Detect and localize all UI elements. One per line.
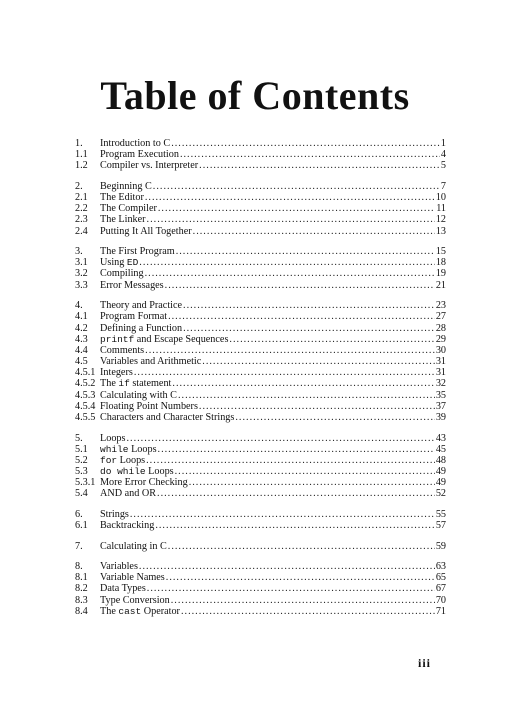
toc-entry-number: 3.2	[75, 268, 88, 280]
toc-entry-number: 8.2	[75, 583, 88, 595]
toc-entry-title	[100, 345, 144, 356]
toc-entry[interactable]	[75, 572, 446, 583]
toc-entry-title	[100, 138, 170, 149]
toc-entry-number: 2.1	[75, 192, 88, 204]
toc-entry[interactable]	[75, 203, 446, 214]
dot-leader	[181, 606, 435, 617]
toc-entry-page: 59	[435, 540, 446, 552]
toc-entry-page: 10	[435, 192, 446, 204]
dot-leader	[158, 203, 435, 214]
dot-leader	[166, 572, 435, 583]
toc-entry-page: 12	[435, 214, 446, 226]
toc-entry-number: 2.3	[75, 214, 88, 226]
toc-entry-title	[100, 214, 146, 225]
toc-entry-title-prefix: The	[100, 605, 119, 617]
toc-entry-code: ED	[126, 257, 139, 269]
table-of-contents	[75, 138, 446, 626]
toc-entry-page: 21	[435, 279, 446, 291]
toc-entry-number: 8.3	[75, 594, 88, 606]
toc-entry-title-text: Defining a Function	[100, 322, 183, 334]
toc-entry-page: 43	[435, 432, 446, 444]
toc-entry-title-text: The First Program	[100, 246, 175, 258]
toc-entry-title-suffix: statement	[129, 378, 172, 390]
toc-entry-title	[100, 149, 179, 160]
toc-entry-number: 4.5.4	[75, 400, 96, 412]
toc-entry-title-text: Variable Names	[100, 572, 165, 584]
dot-leader	[168, 311, 435, 322]
toc-entry-page: 49	[435, 477, 446, 489]
toc-entry[interactable]	[75, 138, 446, 149]
dot-leader	[139, 561, 435, 572]
toc-entry-number: 4.5.3	[75, 389, 96, 401]
toc-entry-number: 3.1	[75, 257, 88, 269]
dot-leader	[202, 356, 435, 367]
toc-entry-page: 63	[435, 561, 446, 573]
page-title: Table of Contents	[100, 73, 410, 118]
toc-entry-code: cast	[118, 605, 142, 617]
toc-entry[interactable]	[75, 334, 446, 345]
toc-entry-title	[100, 181, 152, 192]
toc-entry-title	[100, 509, 129, 520]
toc-entry-number: 8.1	[75, 572, 88, 584]
toc-entry-title-text: Type Conversion	[100, 594, 170, 606]
toc-entry-title-text: The Compiler	[100, 203, 157, 215]
toc-section	[75, 541, 446, 552]
toc-entry[interactable]	[75, 367, 446, 378]
dot-leader	[193, 226, 435, 237]
toc-entry-title-text: Loops	[100, 432, 126, 444]
dot-leader	[126, 433, 434, 444]
toc-entry-page: 23	[435, 300, 446, 312]
toc-entry[interactable]	[75, 606, 446, 617]
dot-leader	[147, 214, 435, 225]
toc-entry-number: 3.	[75, 246, 83, 258]
toc-entry[interactable]	[75, 561, 446, 572]
toc-entry[interactable]	[75, 323, 446, 334]
toc-entry-page: 70	[435, 594, 446, 606]
toc-entry-number: 4.5.5	[75, 412, 96, 424]
toc-entry-title-text: Calculating in C	[100, 540, 167, 552]
toc-entry[interactable]	[75, 520, 446, 531]
toc-entry-title	[100, 192, 144, 203]
toc-entry-page: 49	[435, 466, 446, 478]
toc-entry-number: 5.3.1	[75, 477, 96, 489]
toc-entry[interactable]	[75, 401, 446, 412]
toc-entry-number: 8.4	[75, 605, 88, 617]
toc-entry-number: 1.1	[75, 149, 88, 161]
toc-entry-title-text: Compiler vs. Interpreter	[100, 160, 199, 172]
toc-entry-number: 8.	[75, 561, 83, 573]
toc-entry-title	[100, 488, 156, 499]
toc-entry-number: 1.2	[75, 160, 88, 172]
toc-entry-page: 52	[435, 488, 446, 500]
dot-leader	[178, 390, 435, 401]
toc-entry-page: 67	[435, 583, 446, 595]
dot-leader	[235, 412, 434, 423]
toc-entry-title-text: Program Execution	[100, 149, 179, 161]
toc-entry-page: 29	[435, 333, 446, 345]
toc-entry-number: 4.2	[75, 322, 88, 334]
toc-entry-page: 45	[435, 443, 446, 455]
dot-leader	[165, 280, 435, 291]
toc-entry[interactable]	[75, 268, 446, 279]
toc-entry-page: 18	[435, 257, 446, 269]
toc-entry-title	[100, 606, 180, 617]
dot-leader	[145, 345, 435, 356]
toc-entry-code: if	[118, 378, 130, 390]
toc-entry-page: 31	[435, 356, 446, 368]
toc-entry-title	[100, 311, 167, 322]
toc-entry-number: 1.	[75, 138, 83, 149]
toc-entry-title	[100, 477, 188, 488]
dot-leader	[183, 300, 435, 311]
toc-entry-number: 7.	[75, 540, 83, 552]
toc-entry-number: 5.3	[75, 466, 88, 478]
dot-leader	[171, 138, 440, 149]
toc-entry[interactable]	[75, 466, 446, 477]
dot-leader	[175, 466, 435, 477]
toc-section	[75, 300, 446, 423]
toc-entry-page: 28	[435, 322, 446, 334]
toc-entry-page: 48	[435, 454, 446, 466]
dot-leader	[171, 595, 435, 606]
toc-entry-number: 5.1	[75, 443, 88, 455]
toc-entry-page: 27	[435, 311, 446, 323]
toc-entry-title	[100, 561, 138, 572]
toc-entry[interactable]	[75, 378, 446, 389]
toc-entry-title-text: Floating Point Numbers	[100, 400, 198, 412]
toc-entry-title-text: Error Messages	[100, 279, 164, 291]
toc-entry[interactable]	[75, 455, 446, 466]
dot-leader	[199, 401, 435, 412]
toc-entry-title	[100, 356, 201, 367]
toc-entry-page: 1	[440, 138, 446, 149]
toc-entry[interactable]	[75, 541, 446, 552]
dot-leader	[229, 334, 434, 345]
toc-entry-title	[100, 444, 157, 455]
toc-entry-number: 5.4	[75, 488, 88, 500]
dot-leader	[189, 477, 435, 488]
toc-entry-title	[100, 367, 133, 378]
dot-leader	[172, 378, 434, 389]
toc-entry-title-text: Compiling	[100, 268, 144, 280]
toc-section	[75, 433, 446, 500]
toc-entry[interactable]	[75, 477, 446, 488]
toc-entry-title	[100, 334, 228, 345]
toc-entry-title-suffix: Loops	[145, 466, 174, 478]
dot-leader	[155, 520, 435, 531]
dot-leader	[153, 181, 440, 192]
toc-section	[75, 246, 446, 291]
toc-entry-page: 15	[435, 246, 446, 258]
toc-entry[interactable]	[75, 488, 446, 499]
toc-entry-title	[100, 160, 198, 171]
toc-entry-title	[100, 541, 167, 552]
dot-leader	[157, 488, 435, 499]
dot-leader	[168, 541, 435, 552]
toc-entry-title-text: Calculating with C	[100, 389, 177, 401]
page-folio: iii	[418, 656, 432, 670]
toc-entry-title-text: Beginning C	[100, 180, 152, 192]
toc-entry-title-text: Program Format	[100, 311, 168, 323]
toc-entry-title-text: Comments	[100, 344, 145, 356]
toc-entry-title	[100, 401, 198, 412]
toc-entry-title	[100, 226, 192, 237]
toc-entry-number: 4.5.1	[75, 367, 96, 379]
toc-entry[interactable]	[75, 509, 446, 520]
toc-entry-title-text: Putting It All Together	[100, 225, 192, 237]
toc-section	[75, 181, 446, 237]
toc-entry-title-text: AND and OR	[100, 488, 157, 500]
toc-entry-title	[100, 323, 182, 334]
toc-entry[interactable]	[75, 160, 446, 171]
toc-entry-title	[100, 595, 170, 606]
dot-leader	[139, 257, 435, 268]
toc-entry-title	[100, 280, 164, 291]
toc-entry-number: 6.1	[75, 520, 88, 532]
toc-entry-title-text: Variables and Arithmetic	[100, 356, 202, 368]
toc-entry-page: 5	[440, 160, 446, 172]
toc-entry[interactable]	[75, 345, 446, 356]
toc-entry-title-text: More Error Checking	[100, 477, 188, 489]
toc-entry-number: 4.5.2	[75, 378, 96, 390]
toc-entry-title-text: Backtracking	[100, 520, 155, 532]
toc-section	[75, 509, 446, 531]
toc-entry-title	[100, 466, 174, 477]
dot-leader	[145, 192, 435, 203]
toc-entry-title-text: Theory and Practice	[100, 300, 183, 312]
dot-leader	[147, 583, 435, 594]
toc-entry[interactable]	[75, 226, 446, 237]
toc-entry-page: 39	[435, 412, 446, 424]
toc-entry[interactable]	[75, 444, 446, 455]
dot-leader	[145, 268, 435, 279]
toc-entry-page: 11	[436, 203, 446, 215]
toc-entry[interactable]	[75, 412, 446, 423]
dot-leader	[130, 509, 435, 520]
toc-entry-title	[100, 246, 175, 257]
toc-entry-number: 6.	[75, 508, 83, 520]
toc-entry-page: 65	[435, 572, 446, 584]
toc-entry-page: 57	[435, 520, 446, 532]
dot-leader	[176, 246, 435, 257]
toc-entry-title	[100, 520, 154, 531]
toc-entry[interactable]	[75, 181, 446, 192]
toc-entry-title	[100, 572, 165, 583]
toc-entry-title	[100, 203, 157, 214]
toc-entry-title	[100, 257, 138, 268]
toc-entry-title	[100, 433, 125, 444]
toc-entry[interactable]	[75, 214, 446, 225]
toc-entry-title-suffix: and Escape Sequences	[134, 333, 229, 345]
toc-entry-page: 19	[435, 268, 446, 280]
toc-entry-title-text: Introduction to C	[100, 138, 171, 149]
toc-entry-number: 4.5	[75, 356, 88, 368]
toc-entry[interactable]	[75, 257, 446, 268]
toc-entry[interactable]	[75, 595, 446, 606]
toc-entry[interactable]	[75, 149, 446, 160]
toc-entry[interactable]	[75, 300, 446, 311]
toc-entry-title-text: Variables	[100, 561, 138, 573]
toc-entry[interactable]	[75, 356, 446, 367]
toc-entry-title-text: Strings	[100, 508, 129, 520]
toc-entry-title	[100, 412, 234, 423]
toc-entry-number: 2.	[75, 180, 83, 192]
toc-entry-page: 35	[435, 389, 446, 401]
toc-entry-title-prefix: Using	[100, 257, 127, 269]
toc-entry-title-text: Data Types	[100, 583, 146, 595]
toc-entry-title	[100, 583, 146, 594]
toc-section	[75, 138, 446, 172]
dot-leader	[199, 160, 440, 171]
toc-entry-page: 37	[435, 400, 446, 412]
toc-entry-number: 4.4	[75, 344, 88, 356]
toc-entry-title-prefix: The	[100, 378, 119, 390]
toc-entry-page: 13	[435, 225, 446, 237]
toc-entry-title-suffix: Loops	[117, 454, 146, 466]
toc-entry-code: for	[100, 454, 118, 466]
toc-entry-number: 5.2	[75, 454, 88, 466]
toc-entry-code: do while	[100, 466, 146, 478]
toc-entry-number: 4.1	[75, 311, 88, 323]
toc-entry-title	[100, 300, 182, 311]
toc-entry-title-text: The Linker	[100, 214, 146, 226]
toc-entry-code: printf	[100, 333, 135, 345]
toc-entry-page: 30	[435, 344, 446, 356]
toc-entry-title-suffix: Loops	[128, 443, 157, 455]
toc-entry-page: 31	[435, 367, 446, 379]
toc-entry[interactable]	[75, 433, 446, 444]
dot-leader	[134, 367, 435, 378]
dot-leader	[146, 455, 435, 466]
toc-entry-page: 4	[440, 149, 446, 161]
toc-entry-title	[100, 378, 171, 389]
toc-entry-number: 2.2	[75, 203, 88, 215]
toc-entry-page: 32	[435, 378, 446, 390]
toc-entry-page: 71	[435, 605, 446, 617]
toc-entry[interactable]	[75, 311, 446, 322]
dot-leader	[183, 323, 435, 334]
dot-leader	[180, 149, 440, 160]
toc-entry-page: 7	[440, 180, 446, 192]
toc-entry[interactable]	[75, 246, 446, 257]
toc-entry-title	[100, 390, 177, 401]
toc-entry[interactable]	[75, 390, 446, 401]
toc-entry[interactable]	[75, 192, 446, 203]
toc-entry-page: 55	[435, 508, 446, 520]
dot-leader	[158, 444, 435, 455]
toc-entry-title	[100, 455, 145, 466]
toc-section	[75, 561, 446, 617]
toc-entry-number: 2.4	[75, 225, 88, 237]
toc-entry-title	[100, 268, 144, 279]
toc-entry[interactable]	[75, 280, 446, 291]
toc-entry-number: 4.3	[75, 333, 88, 345]
toc-entry-number: 5.	[75, 432, 83, 444]
toc-entry-number: 4.	[75, 300, 83, 312]
toc-entry-number: 3.3	[75, 279, 88, 291]
toc-entry-code: while	[100, 443, 129, 455]
toc-entry-title-suffix: Operator	[141, 605, 180, 617]
toc-entry[interactable]	[75, 583, 446, 594]
toc-entry-title-text: The Editor	[100, 192, 144, 204]
toc-entry-title-text: Integers	[100, 367, 133, 379]
toc-entry-title-text: Characters and Character Strings	[100, 412, 235, 424]
